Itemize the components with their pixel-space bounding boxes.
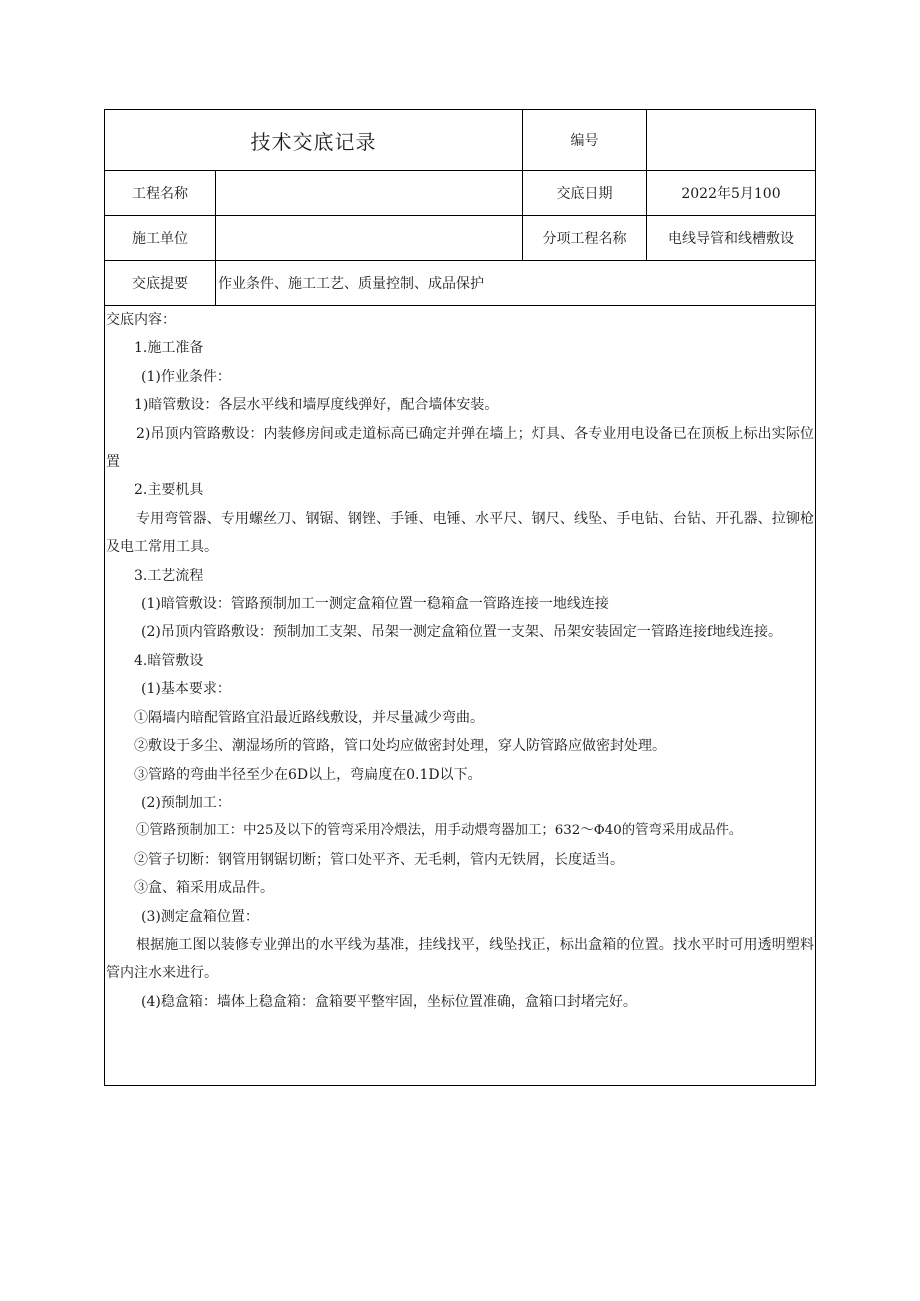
content-paragraph: 根据施工图以装修专业弹出的水平线为基准，挂线找平，线坠找正，标出盒箱的位置。找水平时可用透明塑料管内注水来进行。 — [106, 936, 814, 982]
disclosure-content — [105, 306, 815, 1085]
content-line: (4)稳盒箱：墙体上稳盒箱：盒箱要平整牢固，坐标位置准确，盒箱口封堵完好。 — [141, 993, 637, 1010]
content-line: 1)暗管敷设：各层水平线和墙厚度线弹好，配合墙体安装。 — [134, 397, 499, 414]
section-heading: 2.主要机具 — [134, 482, 204, 499]
number-label: 编号 — [523, 110, 647, 170]
unit-value — [216, 216, 523, 260]
summary-label: 交底提要 — [105, 261, 216, 305]
summary-row — [105, 261, 815, 306]
sub-project-label: 分项工程名称 — [523, 216, 647, 260]
content-line: ②管子切断：钢管用钢锯切断；管口处平齐、无毛刺，管内无铁屑，长度适当。 — [134, 851, 624, 868]
project-row — [105, 171, 815, 216]
project-name-label: 工程名称 — [105, 171, 216, 215]
date-value: 2022年5月100 — [681, 186, 781, 202]
number-value — [647, 110, 815, 170]
content-line: ③盒、箱采用成品件。 — [134, 880, 274, 897]
title-row — [105, 110, 815, 171]
document-title: 技术交底记录 — [105, 110, 523, 170]
subsection-heading: (1)基本要求： — [141, 681, 231, 698]
content-line: (1)暗管敷设：管路预制加工一测定盒箱位置一稳箱盒一管路连接一地线连接 — [141, 596, 609, 613]
content-paragraph: 专用弯管器、专用螺丝刀、钢锯、钢锉、手锤、电锤、水平尺、钢尺、线坠、手电钻、台钻、开孔器、拉铆枪及电工常用工具。 — [106, 510, 814, 556]
subsection-heading: (1)作业条件： — [141, 368, 231, 385]
content-heading: 交底内容： — [106, 312, 176, 328]
content-paragraph: (2)吊顶内管路敷设：预制加工支架、吊架一测定盒箱位置一支架、吊架安装固定一管路连接f地线连接。 — [141, 624, 783, 641]
date-label: 交底日期 — [523, 171, 647, 215]
content-line: ①管路预制加工：中25及以下的管弯采用冷煨法，用手动煨弯器加工；632～Φ40的管弯采用成品件。 — [136, 823, 743, 839]
content-line: ②敷设于多尘、潮湿场所的管路，管口处均应做密封处理，穿人防管路应做密封处理。 — [134, 738, 666, 755]
subsection-heading: (3)测定盒箱位置： — [141, 908, 259, 925]
section-heading: 4.暗管敷设 — [134, 652, 204, 669]
content-paragraph: 2)吊顶内管路敷设：内装修房间或走道标高已确定并弹在墙上；灯具、各专业用电设备已在顶板上标出实际位置 — [106, 425, 814, 471]
project-name-value — [216, 171, 523, 215]
content-line: ①隔墙内暗配管路宜沿最近路线敷设，并尽量减少弯曲。 — [134, 709, 484, 726]
tech-disclosure-table — [104, 109, 816, 1086]
section-heading: 3.工艺流程 — [134, 567, 204, 584]
subsection-heading: (2)预制加工： — [141, 794, 231, 811]
content-line: ③管路的弯曲半径至少在6D以上，弯扁度在0.1D以下。 — [134, 766, 482, 783]
summary-value: 作业条件、施工工艺、质量控制、成品保护 — [218, 276, 484, 292]
unit-row — [105, 216, 815, 261]
section-heading: 1.施工准备 — [134, 340, 204, 357]
sub-project-value: 电线导管和线槽敷设 — [668, 231, 794, 247]
unit-label: 施工单位 — [105, 216, 216, 260]
